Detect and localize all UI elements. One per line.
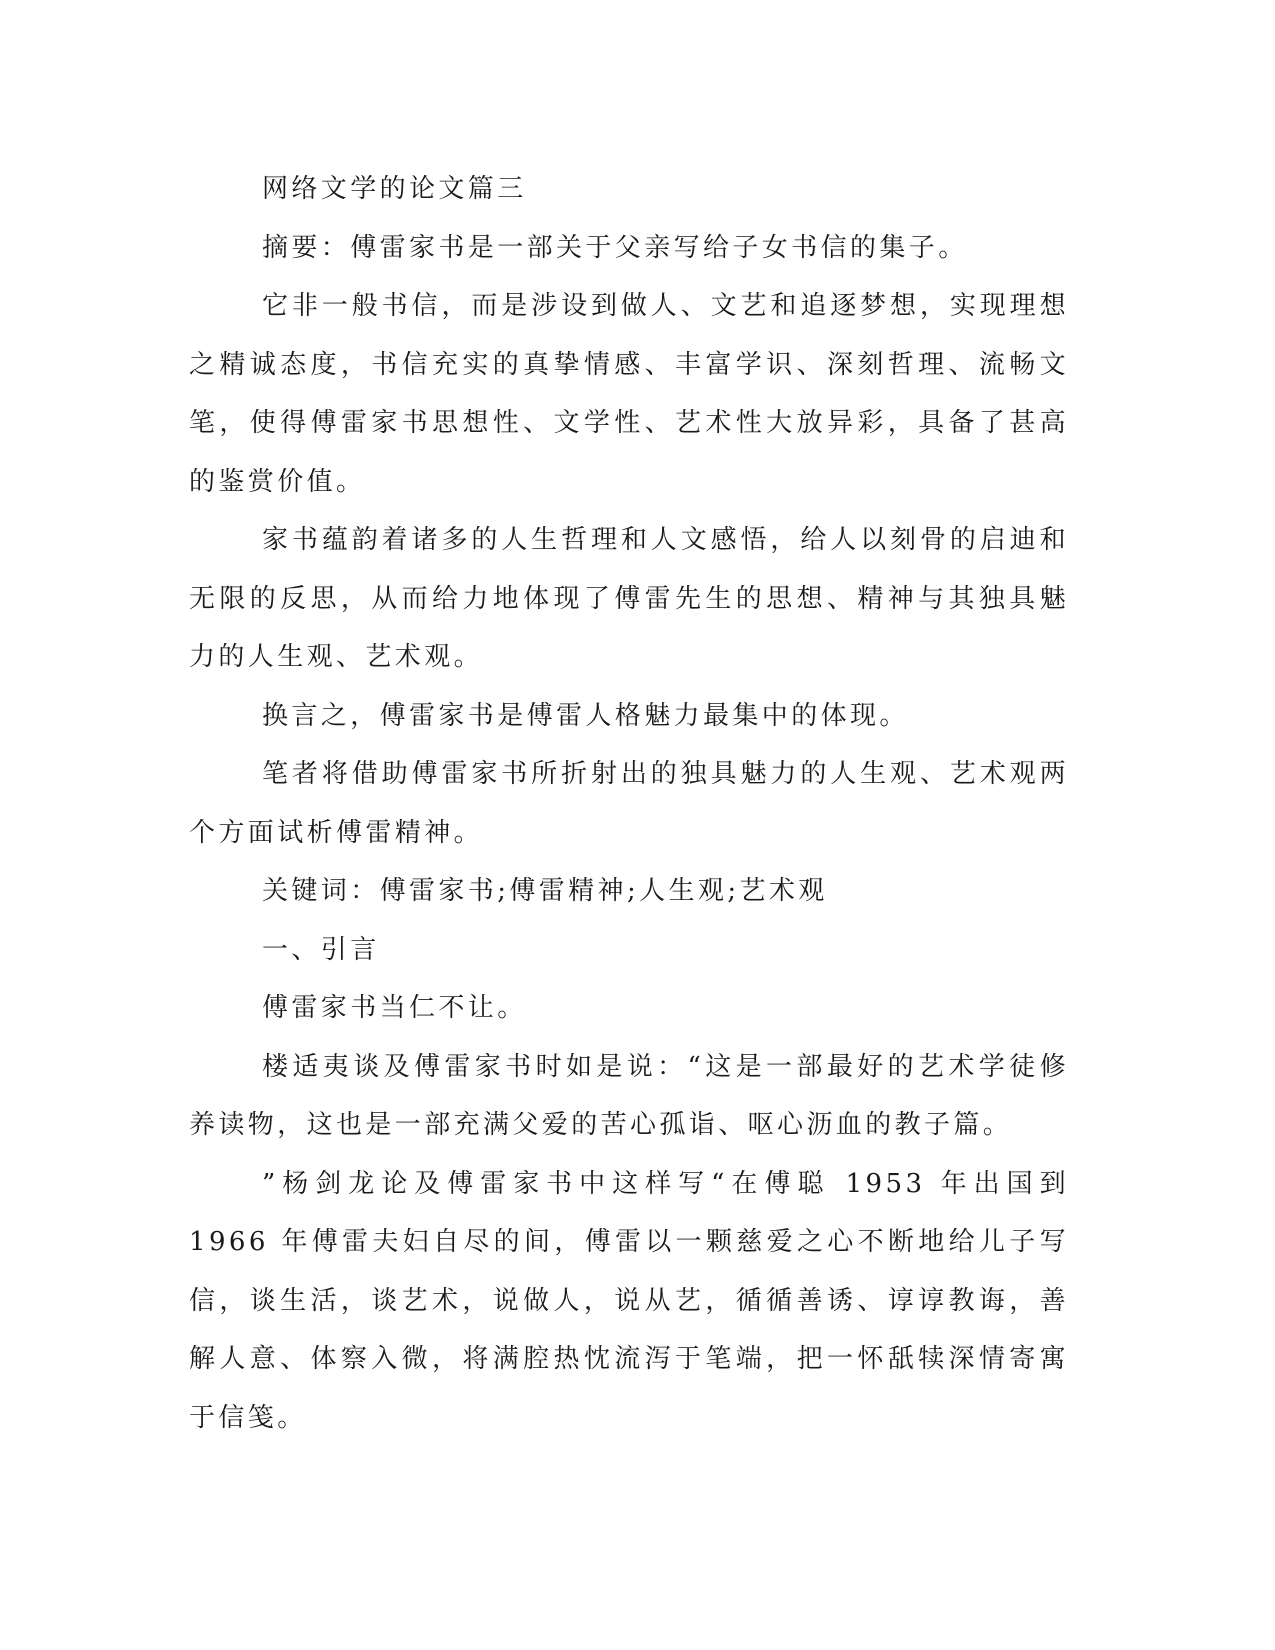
body-paragraph: 笔者将借助傅雷家书所折射出的独具魅力的人生观、艺术观两个方面试析傅雷精神。 — [189, 759, 1069, 848]
body-paragraph: 家书蕴韵着诸多的人生哲理和人文感悟，给人以刻骨的启迪和无限的反思，从而给力地体现了傅雷先生的思想、精神与其独具魅力的人生观、艺术观。 — [189, 525, 1069, 672]
body-paragraph: ”杨剑龙论及傅雷家书中这样写“在傅聪 1953 年出国到 1966 年傅雷夫妇自尽的间，傅雷以一颗慈爱之心不断地给儿子写信，谈生活，谈艺术，说做人，说从艺，循循善诱、谆谆教诲，善解人意、体察入微，将满腔热忱流泻于笔端，把一怀舐犊深情寄寓于信笺。 — [189, 1168, 1069, 1433]
abstract-paragraph: 摘要：傅雷家书是一部关于父亲写给子女书信的集子。 — [262, 232, 968, 263]
body-paragraph: 楼适夷谈及傅雷家书时如是说：“这是一部最好的艺术学徒修养读物，这也是一部充满父爱的苦心孤诣、呕心沥血的教子篇。 — [189, 1051, 1069, 1140]
document-title: 网络文学的论文篇三 — [262, 174, 527, 204]
section-heading: 一、引言 — [262, 934, 380, 965]
body-paragraph: 换言之，傅雷家书是傅雷人格魅力最集中的体现。 — [262, 700, 909, 731]
body-paragraph: 它非一般书信，而是涉设到做人、文艺和追逐梦想，实现理想之精诚态度，书信充实的真挚情感、丰富学识、深刻哲理、流畅文笔，使得傅雷家书思想性、文学性、艺术性大放异彩，具备了甚高的鉴赏价值。 — [189, 291, 1069, 497]
document-body — [189, 160, 1069, 1447]
keywords-paragraph: 关键词：傅雷家书;傅雷精神;人生观;艺术观 — [262, 876, 828, 906]
body-paragraph: 傅雷家书当仁不让。 — [262, 993, 527, 1023]
